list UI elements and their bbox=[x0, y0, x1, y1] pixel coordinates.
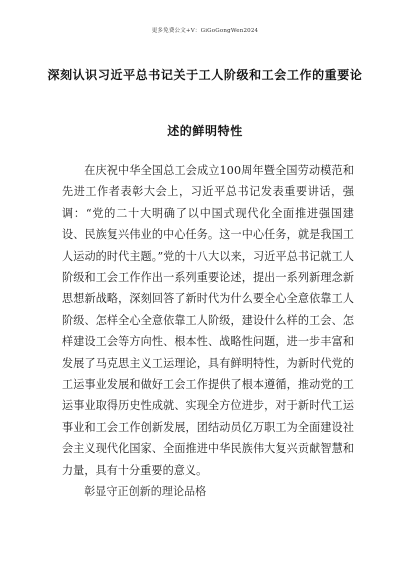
body-paragraph: 在庆祝中华全国总工会成立100周年暨全国劳动模范和先进工作者表彰大会上，习近平总书记发表重要讲话，强调：“党的二十大明确了以中国式现代化全面推进强国建设、民族复兴伟业的中心任务。这一中心任务，就是我国工人运动的时代主题。”党的十八大以来，习近平总书记就工人阶级和工会工作作出一系列重要论述，提出一系列新理念新思想新战略，深刻回答了新时代为什么要全心全意依靠工人阶级、怎样全心全意依靠工人阶级，建设什么样的工会、怎样建设工会等方向性、根本性、战略性问题，进一步丰富和发展了马克思主义工运理论，具有鲜明特性，为新时代党的工运事业发展和做好工会工作提供了根本遵循，推动党的工运事业取得历史性成就、实现全方位进步，对于新时代工运事业和工会工作创新发展，团结动员亿万职工为全面建设社会主义现代化国家、全面推进中华民族伟大复兴贡献智慧和力量，具有十分重要的意义。 bbox=[62, 164, 354, 477]
document-title-line-2: 述的鲜明特性 bbox=[167, 124, 243, 138]
document-title-line-1: 深刻认识习近平总书记关于工人阶级和工会工作的重要论 bbox=[47, 68, 363, 82]
header-note: 更多免费公文+V：GiGoGongWen2024 bbox=[151, 28, 259, 34]
document-body bbox=[62, 160, 354, 503]
section-subheading: 彰显守正创新的理论品格 bbox=[84, 485, 207, 499]
